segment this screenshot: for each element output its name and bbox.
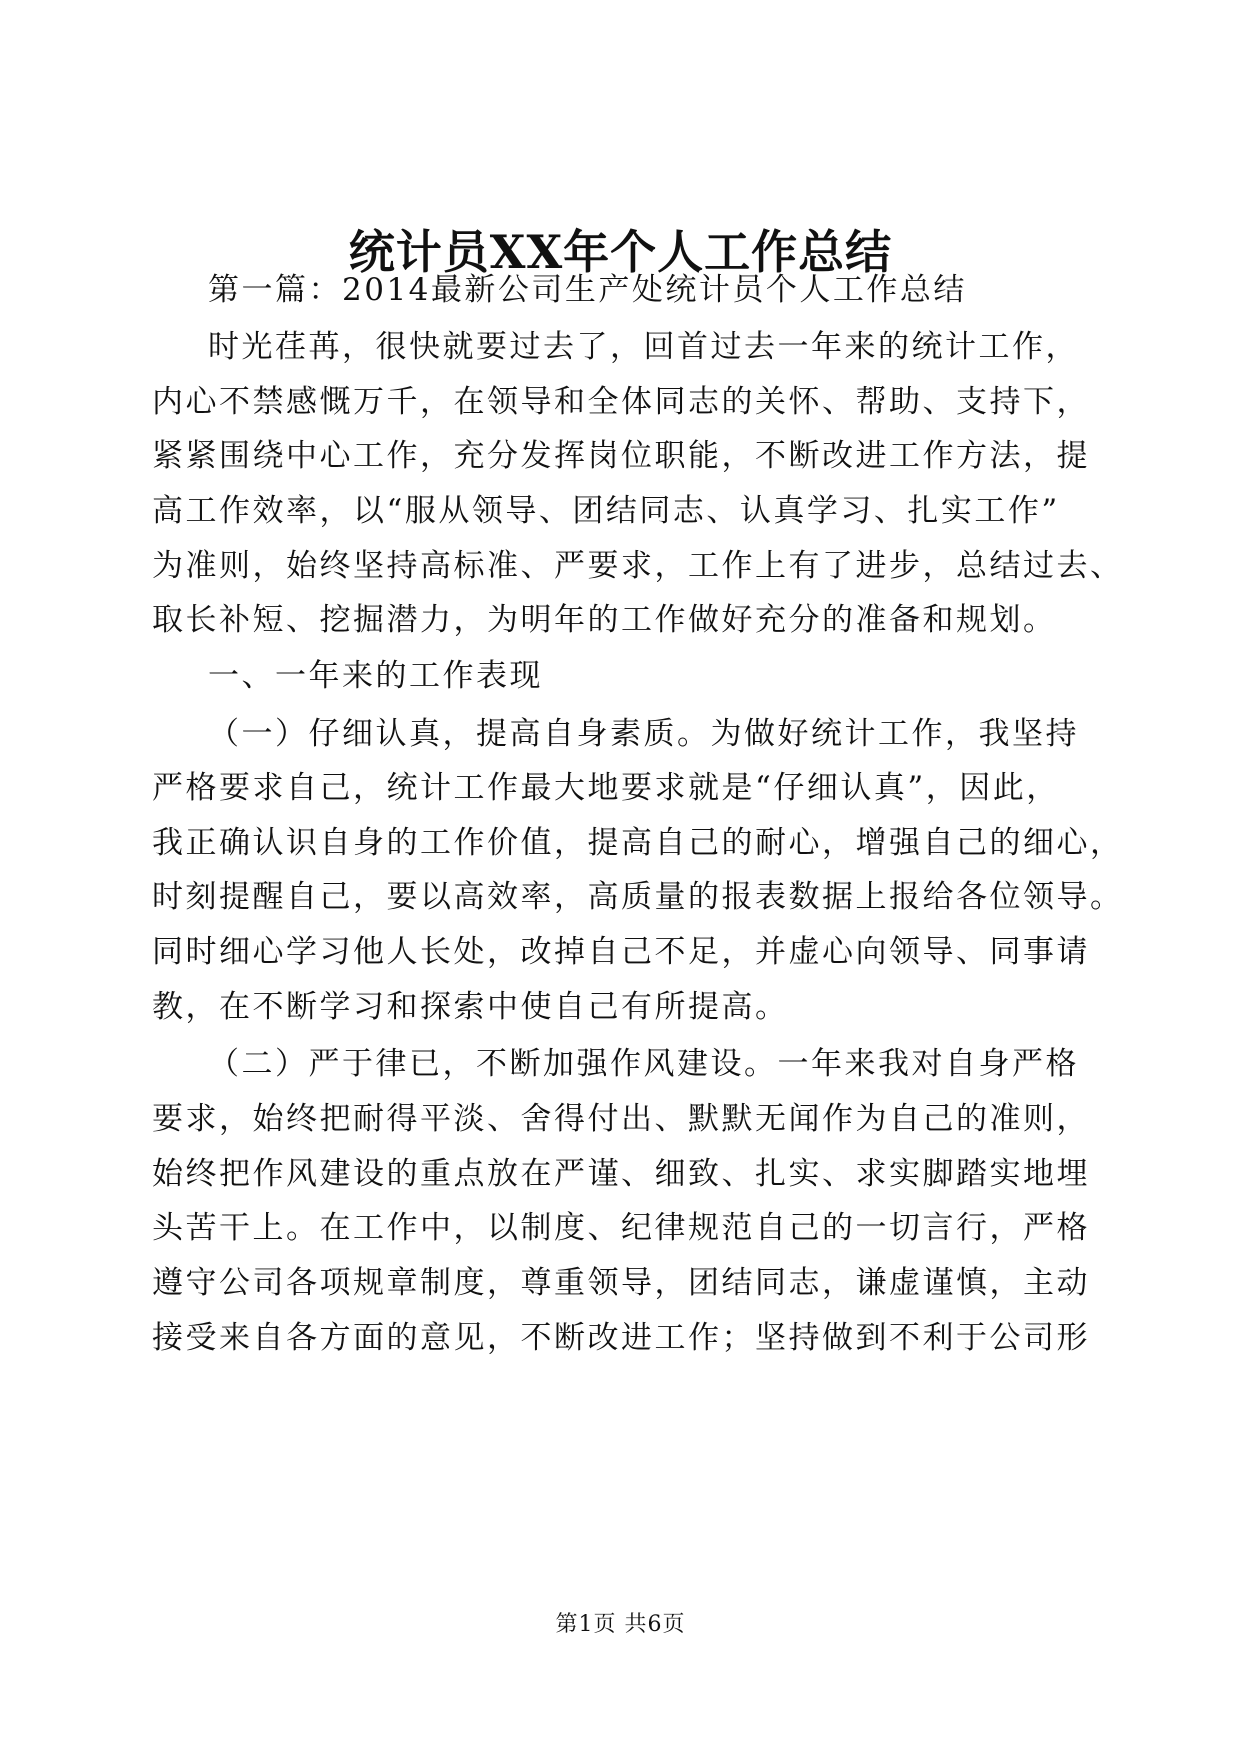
body-line: 时光荏苒，很快就要过去了，回首过去一年来的统计工作， — [208, 329, 1079, 365]
body-line: 紧紧围绕中心工作，充分发挥岗位职能，不断改进工作方法，提 — [152, 438, 1090, 474]
body-line: 同时细心学习他人长处，改掉自己不足，并虚心向领导、同事请 — [152, 934, 1090, 970]
body-line: 教，在不断学习和探索中使自己有所提高。 — [152, 989, 789, 1025]
body-line: 头苦干上。在工作中，以制度、纪律规范自己的一切言行，严格 — [152, 1210, 1090, 1246]
body-line: 始终把作风建设的重点放在严谨、细致、扎实、求实脚踏实地埋 — [152, 1156, 1090, 1192]
body-line: 严格要求自己，统计工作最大地要求就是“仔细认真”，因此， — [152, 770, 1060, 806]
body-line: 高工作效率，以“服从领导、团结同志、认真学习、扎实工作” — [152, 493, 1060, 529]
body-line: 我正确认识自身的工作价值，提高自己的耐心，增强自己的细心， — [152, 825, 1124, 861]
body-line: 内心不禁感慨万千，在领导和全体同志的关怀、帮助、支持下， — [152, 384, 1090, 420]
body-line: 接受来自各方面的意见，不断改进工作；坚持做到不利于公司形 — [152, 1320, 1090, 1356]
subtitle: 第一篇：2014最新公司生产处统计员个人工作总结 — [208, 272, 967, 308]
body-line: 时刻提醒自己，要以高效率，高质量的报表数据上报给各位领导。 — [152, 879, 1124, 915]
body-line: （二）严于律已，不断加强作风建设。一年来我对自身严格 — [208, 1046, 1079, 1082]
page-title: 统计员XX年个人工作总结 — [348, 225, 893, 279]
body-line: 遵守公司各项规章制度，尊重领导，团结同志，谦虚谨慎，主动 — [152, 1265, 1090, 1301]
section-heading: 一、一年来的工作表现 — [208, 658, 543, 694]
body-line: （一）仔细认真，提高自身素质。为做好统计工作，我坚持 — [208, 716, 1079, 752]
body-line: 为准则，始终坚持高标准、严要求，工作上有了进步，总结过去、 — [152, 548, 1124, 584]
body-line: 取长补短、挖掘潜力，为明年的工作做好充分的准备和规划。 — [152, 602, 1057, 638]
body-line: 要求，始终把耐得平淡、舍得付出、默默无闻作为自己的准则， — [152, 1101, 1090, 1137]
page-footer: 第1页 共6页 — [555, 1612, 686, 1637]
